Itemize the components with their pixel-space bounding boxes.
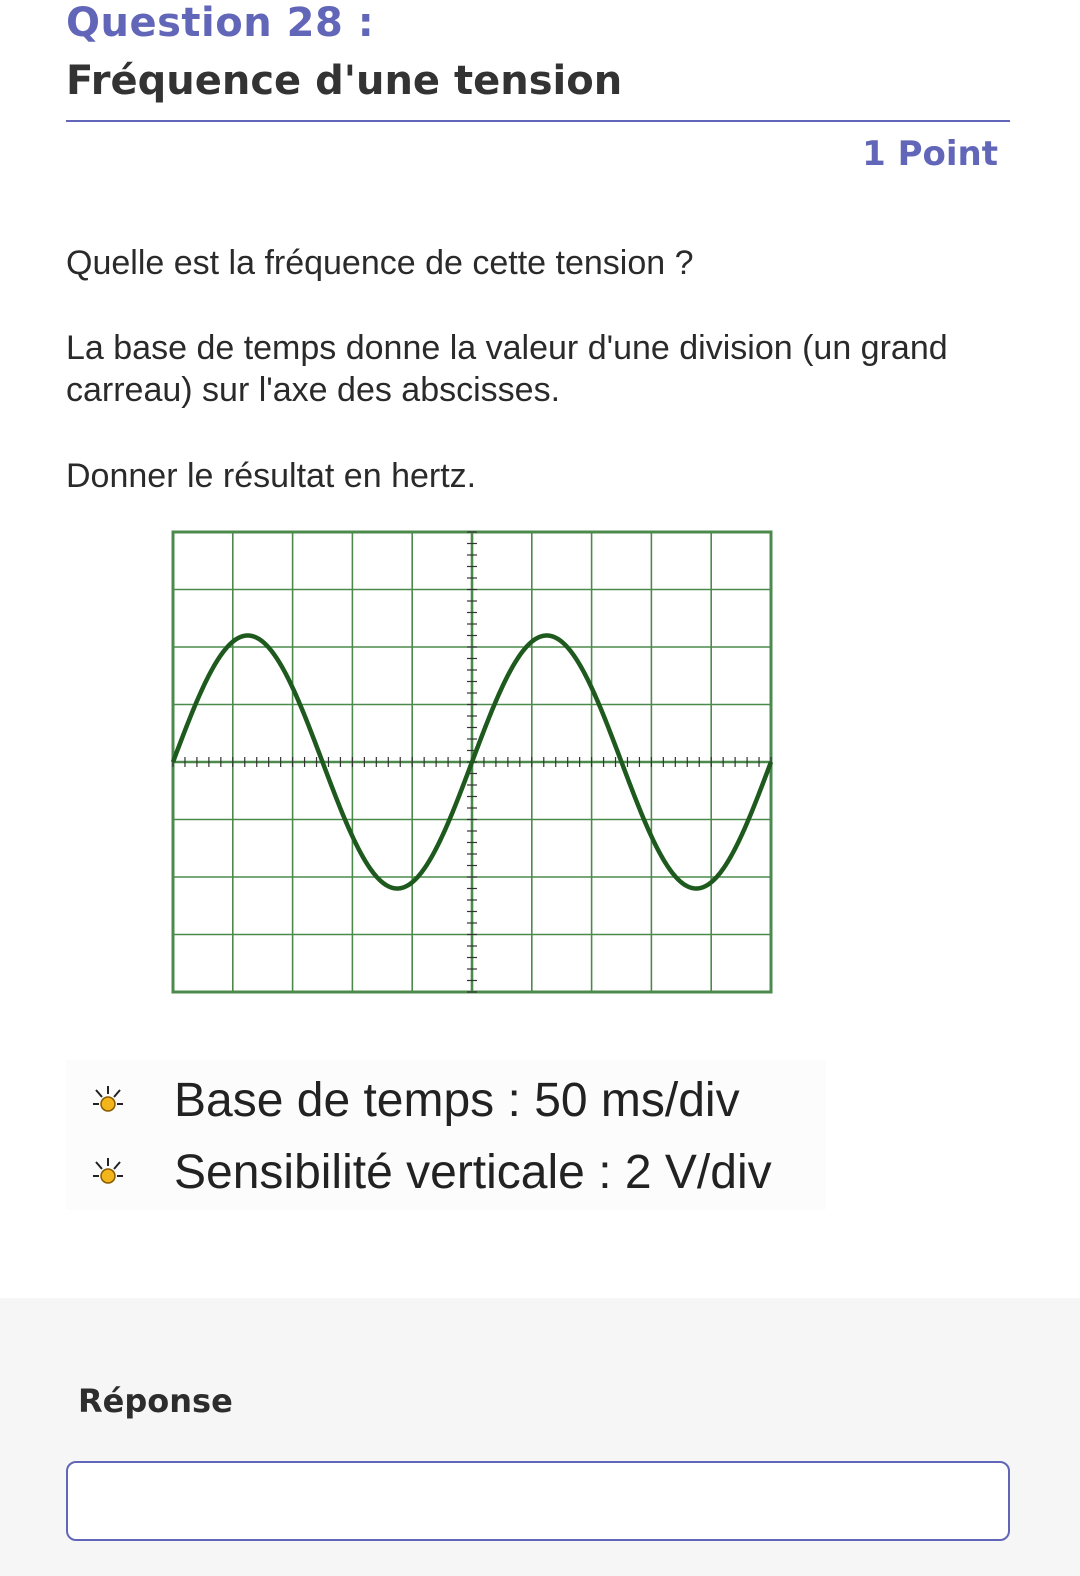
vertical-sensitivity-text: Sensibilité verticale : 2 V/div xyxy=(174,1145,772,1199)
question-title: Fréquence d'une tension xyxy=(66,58,623,104)
vertical-sensitivity-setting xyxy=(86,1142,772,1202)
time-base-text: Base de temps : 50 ms/div xyxy=(174,1073,740,1127)
sun-bullet-icon xyxy=(86,1078,130,1122)
question-text: Quelle est la fréquence de cette tension ? xyxy=(66,244,694,282)
answer-section xyxy=(0,1298,1080,1576)
settings-legend xyxy=(66,1060,826,1210)
oscilloscope-screen xyxy=(160,520,785,1010)
answer-input[interactable] xyxy=(66,1461,1010,1541)
question-number: Question 28 : xyxy=(66,0,375,46)
instruction-text: La base de temps donne la valeur d'une division (un grand carreau) sur l'axe des abscisses. xyxy=(66,329,948,409)
time-base-setting xyxy=(86,1070,740,1130)
result-unit-instruction: Donner le résultat en hertz. xyxy=(66,457,477,495)
points-badge: 1 Point xyxy=(862,134,998,174)
title-divider xyxy=(66,120,1010,122)
answer-label: Réponse xyxy=(78,1382,233,1420)
sun-bullet-icon xyxy=(86,1150,130,1194)
oscilloscope-svg xyxy=(160,520,785,1010)
